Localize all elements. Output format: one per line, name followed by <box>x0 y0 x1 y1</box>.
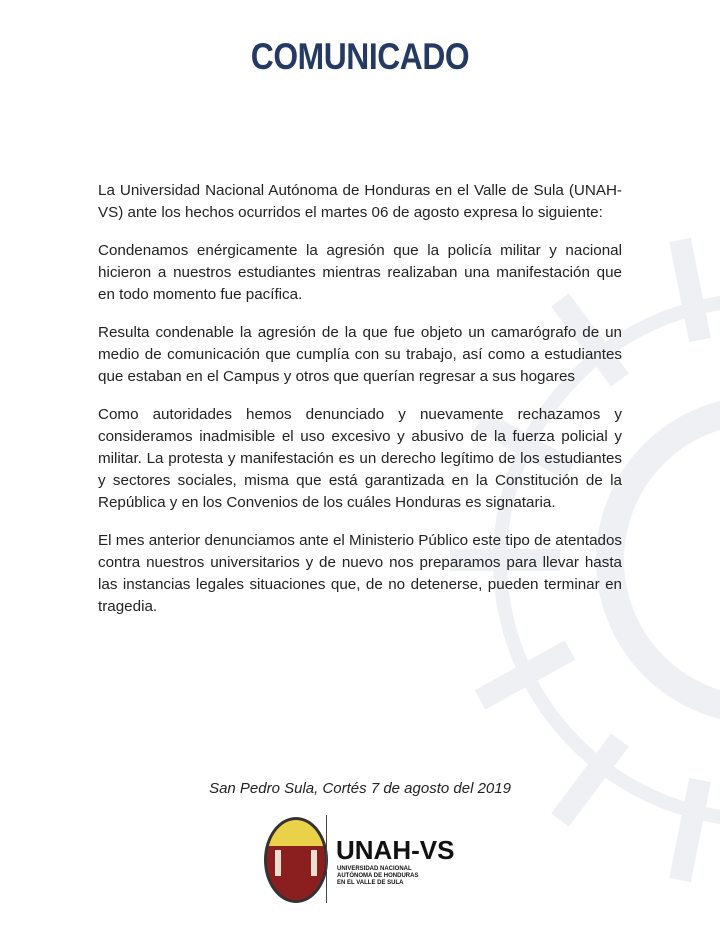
paragraph: El mes anterior denunciamos ante el Ministerio Público este tipo de atentados contra nuestros universitarios y de nuevo nos preparamos para llevar hasta las instancias legales situaciones que, de no detenerse, pueden terminar en tragedia. <box>98 532 622 615</box>
logo-sub-line: UNIVERSIDAD NACIONAL <box>337 866 412 872</box>
unah-vs-logo <box>260 805 480 905</box>
logo-sub-line: EN EL VALLE DE SULA <box>337 880 404 886</box>
paragraph: Como autoridades hemos denunciado y nuevamente rechazamos y consideramos inadmisible el uso excesivo y abusivo de la fuerza policial y militar. La protesta y manifestación es un derecho legítimo de los estudiantes y sectores sociales, misma que está garantizada en la Constitución de la República y en los Convenios de los cuáles Honduras es signataria. <box>98 406 622 511</box>
logo-sub-line: AUTÓNOMA DE HONDURAS <box>337 873 419 879</box>
date-line: San Pedro Sula, Cortés 7 de agosto del 2019 <box>209 780 511 797</box>
logo-divider <box>326 815 327 903</box>
logo-brand: UNAH-VS <box>336 835 455 865</box>
paragraph: Condenamos enérgicamente la agresión que la policía militar y nacional hicieron a nuestros estudiantes mientras realizaban una manifestación que en todo momento fue pacífica. <box>98 242 622 303</box>
logo-subtitle <box>337 866 418 887</box>
university-seal-icon <box>264 817 328 903</box>
page-title: COMUNICADO <box>250 36 470 77</box>
document-body <box>98 180 622 634</box>
paragraph: Resulta condenable la agresión de la que fue objeto un camarógrafo de un medio de comunicación que cumplía con su trabajo, así como a estudiantes que estaban en el Campus y otros que querían regresar a sus hogares <box>98 324 622 385</box>
paragraph: La Universidad Nacional Autónoma de Honduras en el Valle de Sula (UNAH-VS) ante los hechos ocurridos el martes 06 de agosto expresa lo siguiente: <box>98 182 622 221</box>
